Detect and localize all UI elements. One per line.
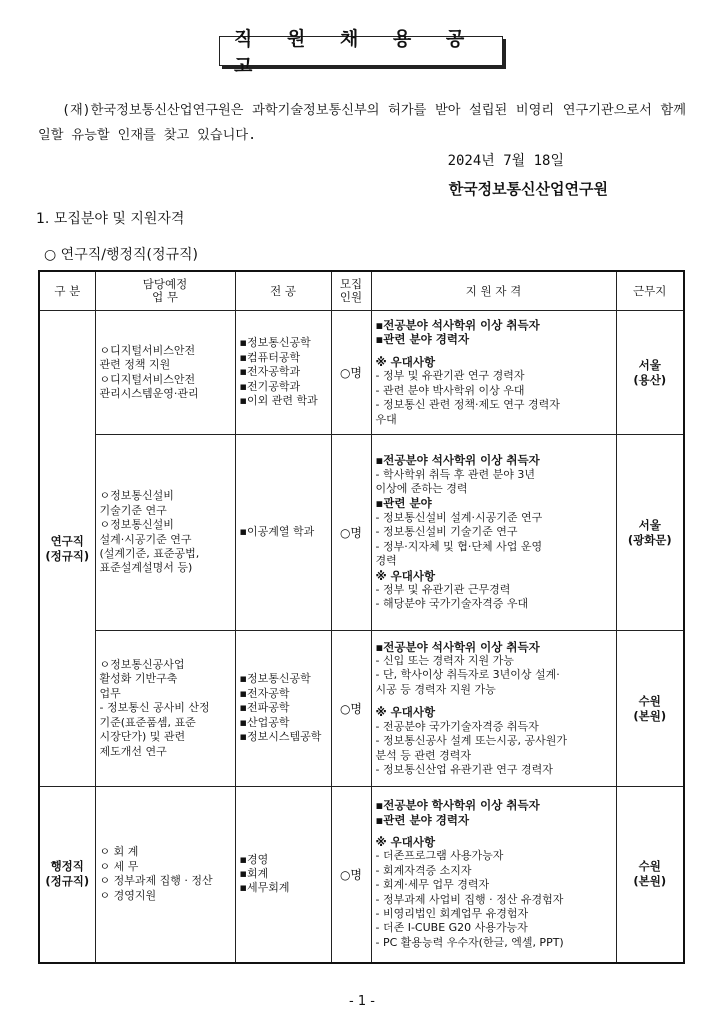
major-cell-line: ▪전자공학 (239, 686, 290, 700)
duty-cell (95, 435, 235, 631)
qualification-cell-line: 이상에 준하는 경력 (375, 482, 468, 496)
duty-cell (95, 787, 235, 963)
qualification-cell-line (376, 827, 612, 835)
page-title: 직 원 채 용 공 고 (219, 36, 503, 66)
recruitment-table (38, 270, 685, 964)
qualification-cell-line: - 정부 및 유관기관 근무경력 (375, 582, 511, 596)
qualification-cell-line: - 회계자격증 소지자 (375, 863, 472, 877)
qualification-cell (371, 631, 616, 787)
location-label: (본원) (633, 874, 667, 889)
location-label: 서울 (638, 357, 661, 372)
duty-cell-line: (설계기준, 표준공법, (99, 546, 200, 560)
duty-cell-line: ㅇ 세 무 (99, 859, 139, 873)
duty-cell-line: 설계·시공기준 연구 (99, 532, 192, 546)
qualification-cell-line: - 정보통신공사 설계 또는시공, 공사원가 (375, 734, 567, 748)
location-label: (본원) (633, 708, 667, 723)
division-label: (정규직) (45, 874, 90, 889)
major-cell-line: ▪정보시스템공학 (239, 730, 322, 744)
qualification-cell-line: ▪전공분야 석사학위 이상 취득자 (375, 453, 540, 468)
section-heading: 1. 모집분야 및 지원자격 (36, 211, 185, 227)
qualification-cell-line: ※ 우대사항 (375, 568, 436, 583)
header-qualification: 지 원 자 격 (371, 271, 616, 311)
duty-cell-line: ㅇ정보통신설비 (99, 489, 174, 503)
qualification-cell-line: ※ 우대사항 (375, 354, 436, 369)
division-cell (39, 311, 95, 787)
division-label: (정규직) (45, 548, 90, 563)
qualification-cell-line: ▪관련 분야 경력자 (375, 332, 470, 347)
duty-cell-line: 업무 (99, 686, 121, 700)
qualification-cell-line: - 신입 또는 경력자 지원 가능 (375, 654, 514, 668)
qualification-cell-line: ▪관련 분야 (375, 496, 432, 511)
location-label: 수원 (638, 693, 661, 708)
qualification-cell-line: - PC 활용능력 우수자(한글, 엑셀, PPT) (375, 935, 564, 949)
major-cell (235, 435, 331, 631)
qualification-cell-line: ▪전공분야 석사학위 이상 취득자 (375, 318, 540, 333)
qualification-cell (371, 435, 616, 631)
location-label: (용산) (633, 372, 667, 387)
qualification-cell-line: - 정보통신설비 기술기준 연구 (375, 525, 518, 539)
qualification-cell-line: - 전공분야 국가기술자격증 취득자 (375, 719, 539, 733)
location-cell (616, 435, 684, 631)
major-cell-line: ▪산업공학 (239, 715, 290, 729)
subsection-heading: ○ 연구직/행정직(정규직) (44, 247, 199, 263)
header-count-line1: 모집 (339, 277, 363, 291)
duty-cell-line: ㅇ정보통신설비 (99, 518, 174, 532)
duty-cell-line: - 정보통신 공사비 산정 (99, 701, 210, 715)
duty-cell (95, 631, 235, 787)
qualification-cell-line: - 단, 학사이상 취득자로 3년이상 설계· (375, 668, 560, 682)
duty-cell-line: 기준(표준품셈, 표준 (99, 715, 196, 729)
header-major: 전 공 (235, 271, 331, 311)
organization-name: 한국정보통신산업연구원 (448, 180, 608, 198)
qualification-cell-line: 우대 (375, 412, 397, 426)
qualification-cell-line: 분석 등 관련 경력자 (375, 748, 471, 762)
duty-cell-line: 활성화 기반구축 (99, 672, 178, 686)
major-cell-line: ▪이공계열 학과 (239, 525, 315, 539)
qualification-cell-line: - 정보통신 관련 정책·제도 연구 경력자 (375, 398, 560, 412)
qualification-cell-line: - 비영리법인 회계업무 유경험자 (375, 907, 529, 921)
qualification-cell-line: - 정부과제 사업비 집행 · 정산 유경험자 (375, 892, 564, 906)
duty-cell-line: ㅇ정보통신공사업 (99, 658, 185, 672)
count-cell: ○명 (331, 311, 371, 435)
announcement-date: 2024년 7월 18일 (447, 153, 564, 169)
header-duty-line1: 담당예정 (142, 277, 188, 291)
major-cell-line: ▪컴퓨터공학 (239, 350, 301, 364)
qualification-cell-line: - 학사학위 취득 후 관련 분야 3년 (375, 467, 535, 481)
duty-cell (95, 311, 235, 435)
qualification-cell (371, 311, 616, 435)
table-row (39, 435, 684, 631)
major-cell-line: ▪전기공학과 (239, 379, 301, 393)
duty-cell-line: ㅇ디지털서비스안전 (99, 372, 196, 386)
qualification-cell-line: - 정부·지자체 및 협·단체 사업 운영 (375, 539, 543, 553)
qualification-cell-line (376, 697, 612, 705)
location-label: (광화문) (627, 532, 672, 547)
division-label: 행정직 (50, 859, 84, 874)
major-cell (235, 631, 331, 787)
duty-cell-line: ㅇ 정부과제 집행 · 정산 (99, 874, 213, 888)
major-cell-line: ▪이외 관련 학과 (239, 394, 318, 408)
qualification-cell-line: 시공 등 경력자 지원 가능 (375, 682, 496, 696)
major-cell-line: ▪세무회계 (239, 881, 290, 895)
header-count-line2: 인원 (339, 290, 363, 304)
qualification-cell-line: ※ 우대사항 (375, 705, 436, 720)
qualification-cell-line: ▪전공분야 학사학위 이상 취득자 (375, 798, 540, 813)
count-cell: ○명 (331, 435, 371, 631)
header-duty-line2: 업 무 (152, 290, 178, 304)
header-duty (95, 271, 235, 311)
major-cell-line: ▪전파공학 (239, 701, 290, 715)
division-label: 연구직 (50, 533, 84, 548)
location-cell (616, 311, 684, 435)
location-cell (616, 787, 684, 963)
qualification-cell-line: ▪관련 분야 경력자 (375, 812, 470, 827)
table-row (39, 631, 684, 787)
duty-cell-line: ㅇ디지털서비스안전 (99, 343, 196, 357)
count-cell: ○명 (331, 631, 371, 787)
qualification-cell-line: ※ 우대사항 (375, 835, 436, 850)
major-cell (235, 787, 331, 963)
count-cell: ○명 (331, 787, 371, 963)
qualification-cell-line (376, 347, 612, 355)
qualification-cell-line: - 정부 및 유관기관 연구 경력자 (375, 369, 525, 383)
location-label: 서울 (638, 517, 661, 532)
qualification-cell-line: - 정보통신설비 설계·시공기준 연구 (375, 510, 543, 524)
duty-cell-line: ㅇ 회 계 (99, 845, 139, 859)
duty-cell-line: 관리시스템운영·관리 (99, 386, 199, 400)
qualification-cell-line: - 더존프로그램 사용가능자 (375, 849, 504, 863)
duty-cell-line: 제도개선 연구 (99, 744, 167, 758)
duty-cell-line: 기술기준 연구 (99, 503, 167, 517)
duty-cell-line: 표준설계설명서 등) (99, 561, 193, 575)
table-row (39, 311, 684, 435)
qualification-cell-line: ▪전공분야 석사학위 이상 취득자 (375, 639, 540, 654)
qualification-cell-line: - 해당분야 국가기술자격증 우대 (375, 597, 529, 611)
location-label: 수원 (638, 859, 661, 874)
qualification-cell-line: - 정보통신산업 유관기관 연구 경력자 (375, 762, 553, 776)
division-cell (39, 787, 95, 963)
qualification-cell-line: - 관련 분야 박사학위 이상 우대 (375, 383, 525, 397)
location-cell (616, 631, 684, 787)
header-count (331, 271, 371, 311)
table-header-row (39, 271, 684, 311)
qualification-cell-line: 경력 (375, 554, 397, 568)
major-cell-line: ▪정보통신공학 (239, 336, 311, 350)
page-number: - 1 - (349, 994, 375, 1009)
major-cell-line: ▪전자공학과 (239, 365, 301, 379)
qualification-cell-line: - 더존 I-CUBE G20 사용가능자 (375, 921, 528, 935)
header-division: 구 분 (39, 271, 95, 311)
major-cell-line: ▪경영 (239, 852, 269, 866)
qualification-cell (371, 787, 616, 963)
intro-paragraph: (재)한국정보통신산업연구원은 과학기술정보통신부의 허가를 받아 설립된 비영리 연구기관으로서 함께 일할 유능할 인재를 찾고 있습니다. (38, 103, 686, 143)
qualification-cell-line: - 회계·세무 업무 경력자 (375, 878, 490, 892)
major-cell (235, 311, 331, 435)
table-row (39, 787, 684, 963)
major-cell-line: ▪정보통신공학 (239, 672, 311, 686)
duty-cell-line: 시장단가) 및 관련 (99, 730, 186, 744)
duty-cell-line: 관련 정책 지원 (99, 358, 171, 372)
header-location: 근무지 (616, 271, 684, 311)
major-cell-line: ▪회계 (239, 867, 269, 881)
duty-cell-line: ㅇ 경영지원 (99, 888, 157, 902)
